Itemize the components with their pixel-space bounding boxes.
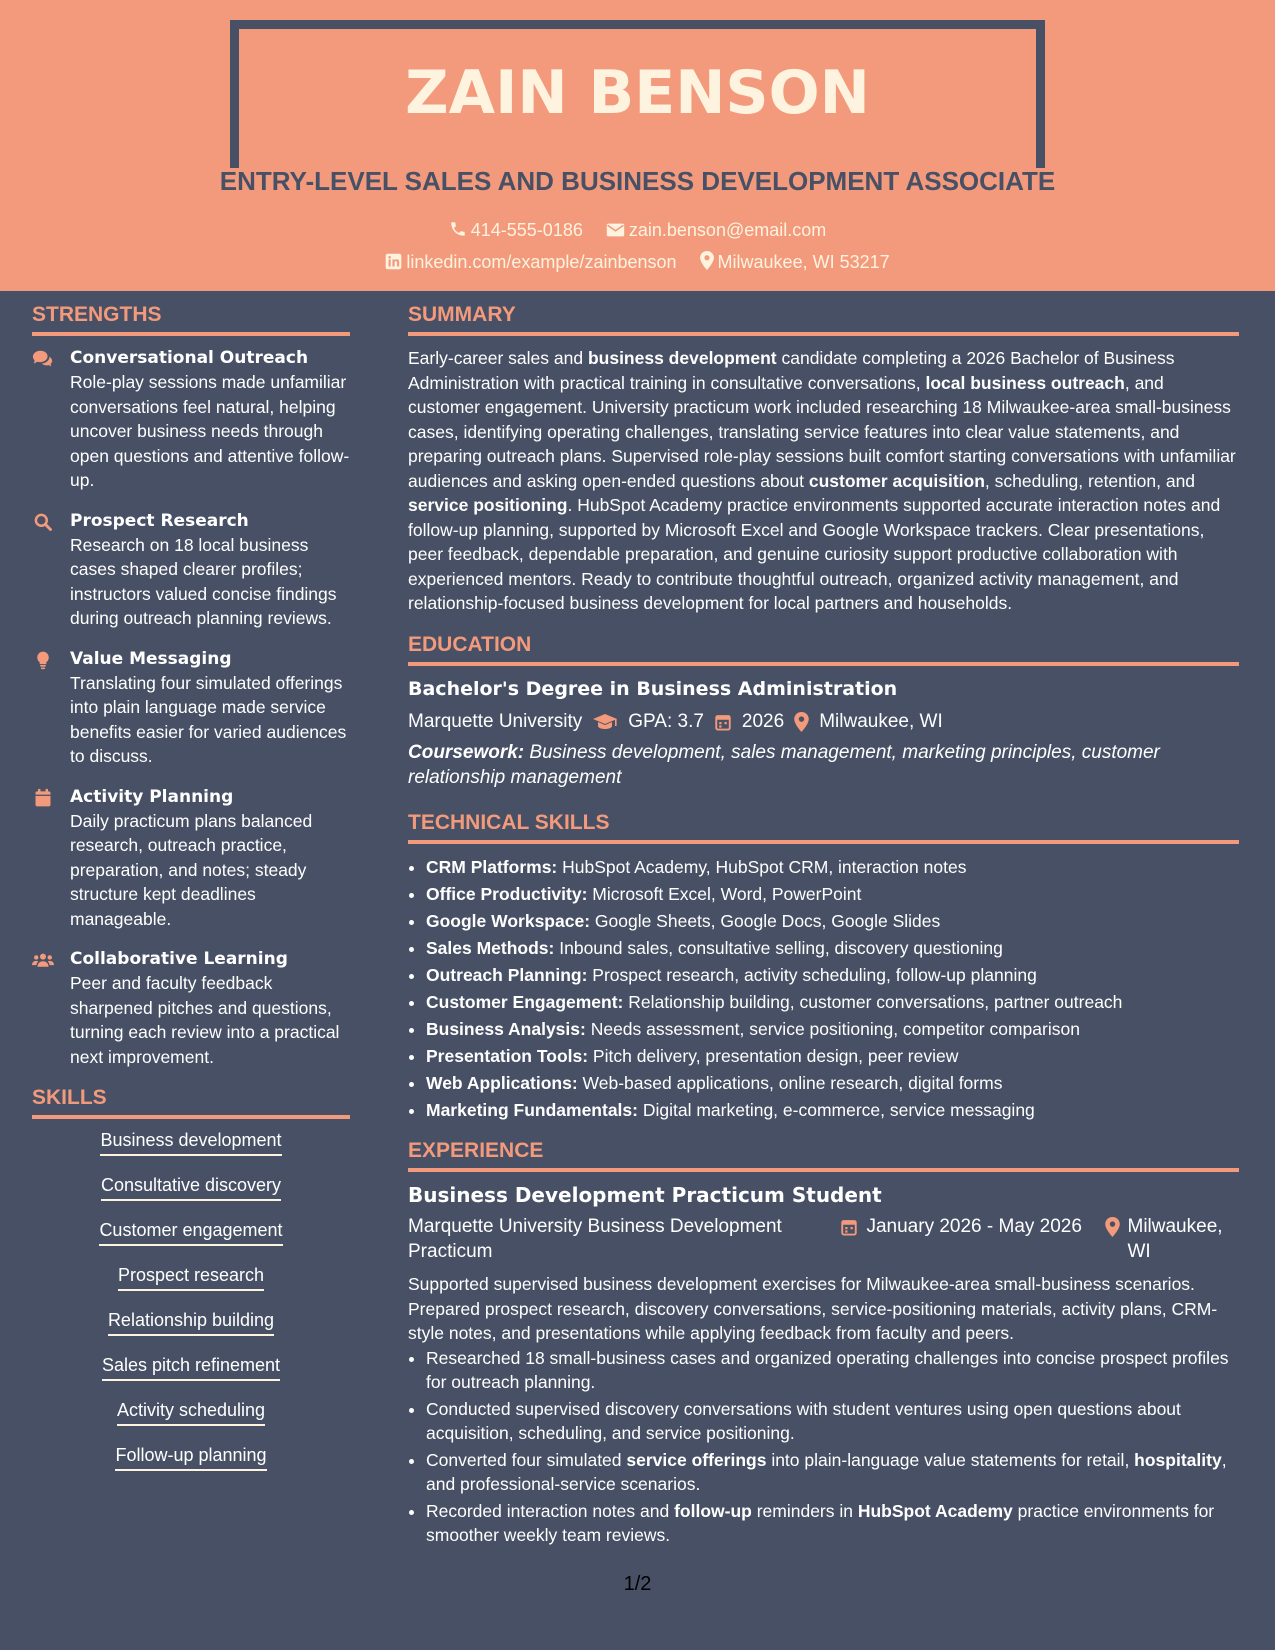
list-item: • Researched 18 small-business cases and organized operating challenges into concise prospect profiles for outreach planning. bbox=[426, 1346, 1239, 1395]
envelope-icon bbox=[606, 222, 625, 238]
calendar-icon bbox=[714, 712, 732, 732]
resume-header bbox=[0, 0, 1275, 291]
list-item: • Recorded interaction notes and follow-up reminders in HubSpot Academy practice environments for smoother weekly team reviews. bbox=[426, 1499, 1239, 1548]
phone-contact bbox=[449, 220, 588, 240]
strength-description: Peer and faculty feedback sharpened pitches and questions, turning each review into a practical next improvement. bbox=[70, 973, 340, 1067]
job-location bbox=[1105, 1214, 1240, 1264]
phone-icon bbox=[449, 220, 467, 238]
strength-title: Collaborative Learning bbox=[70, 949, 288, 970]
strength-item bbox=[32, 346, 350, 493]
calendar-icon bbox=[840, 1217, 858, 1237]
strength-description: Role-play sessions made unfamiliar conversations feel natural, helping uncover business needs through open questions and attentive follow-up. bbox=[70, 372, 350, 491]
job-dates-text: January 2026 - May 2026 bbox=[866, 1216, 1082, 1238]
skill-tag: Prospect research bbox=[118, 1264, 264, 1291]
users-icon bbox=[32, 950, 54, 970]
email-contact[interactable] bbox=[606, 220, 826, 240]
contact-row-2 bbox=[0, 251, 1275, 273]
list-item: • Web Applications: Web-based applications, online research, digital forms bbox=[426, 1070, 1239, 1097]
skills-list bbox=[32, 1129, 350, 1489]
experience-bullets bbox=[408, 1346, 1239, 1548]
list-item: • Conducted supervised discovery conversations with student ventures using open questions about acquisition, scheduling, and service positioning. bbox=[426, 1397, 1239, 1446]
candidate-name: ZAIN BENSON bbox=[405, 58, 870, 128]
school-location: Milwaukee, WI bbox=[819, 710, 943, 732]
experience-meta bbox=[408, 1214, 1239, 1264]
experience-job-title: Business Development Practicum Student bbox=[408, 1183, 882, 1208]
list-item: • Office Productivity: Microsoft Excel, Word, PowerPoint bbox=[426, 881, 1239, 908]
skill-tag: Consultative discovery bbox=[101, 1174, 281, 1201]
strength-item bbox=[32, 947, 350, 1069]
list-item: • Business Analysis: Needs assessment, service positioning, competitor comparison bbox=[426, 1016, 1239, 1043]
education-details bbox=[408, 708, 1239, 736]
phone-text: 414-555-0186 bbox=[470, 220, 583, 240]
technical-skills-heading: TECHNICAL SKILLS bbox=[408, 810, 1239, 844]
degree-title: Bachelor's Degree in Business Administration bbox=[408, 677, 898, 700]
location-text: Milwaukee, WI 53217 bbox=[717, 252, 890, 272]
list-item: • Presentation Tools: Pitch delivery, presentation design, peer review bbox=[426, 1043, 1239, 1070]
search-icon bbox=[32, 512, 54, 532]
coursework: Coursework: Business development, sales management, marketing principles, customer relationship management bbox=[408, 741, 1160, 788]
summary-heading: SUMMARY bbox=[408, 302, 1239, 336]
skill-tag: Customer engagement bbox=[99, 1219, 282, 1246]
strength-description: Daily practicum plans balanced research, outreach practice, preparation, and notes; steady structure kept deadlines manageable. bbox=[70, 810, 313, 929]
linkedin-icon bbox=[385, 253, 402, 270]
linkedin-text: linkedin.com/example/zainbenson bbox=[406, 252, 677, 272]
location-contact bbox=[700, 252, 890, 272]
summary-paragraph: Early-career sales and business development candidate completing a 2026 Bachelor of Business Administration with practical training in consultative conversations, local business outreach, and customer engagement. University practicum work included researching 18 Milwaukee-area small-business cases, identifying operating challenges, translating service features into clear value statements, and preparing outreach plans. Supervised role-play sessions built comfort starting conversations with unfamiliar audiences and asking open-ended questions about customer acquisition, scheduling, retention, and service positioning. HubSpot Academy practice environments supported accurate interaction notes and follow-up planning, supported by Microsoft Excel and Google Workspace trackers. Clear presentations, peer feedback, dependable preparation, and genuine curiosity support productive collaboration with experienced mentors. Ready to contribute thoughtful outreach, organized activity management, and relationship-focused business development for local partners and households. bbox=[408, 348, 1236, 614]
gpa-value: GPA: 3.7 bbox=[628, 710, 704, 732]
strength-title: Conversational Outreach bbox=[70, 348, 309, 369]
map-marker-icon bbox=[700, 251, 714, 270]
technical-skills-list bbox=[408, 854, 1239, 1124]
strength-description: Translating four simulated offerings into plain language made service benefits easier for varied audiences to discuss. bbox=[70, 672, 347, 767]
page-number: 1/2 bbox=[623, 1573, 652, 1595]
map-marker-icon bbox=[794, 712, 809, 732]
graduation-cap-icon bbox=[592, 712, 618, 732]
list-item: • Sales Methods: Inbound sales, consultative selling, discovery questioning bbox=[426, 935, 1239, 962]
strengths-heading: STRENGTHS bbox=[32, 302, 350, 336]
strength-title: Activity Planning bbox=[70, 786, 234, 807]
list-item: • Converted four simulated service offerings into plain-language value statements for retail, hospitality, and professional-service scenarios. bbox=[426, 1448, 1239, 1497]
contact-row-1 bbox=[0, 220, 1275, 241]
list-item: • Marketing Fundamentals: Digital marketing, e-commerce, service messaging bbox=[426, 1097, 1239, 1124]
job-dates bbox=[826, 1214, 1104, 1264]
employer-name: Marquette University Business Development Practicum bbox=[408, 1216, 782, 1263]
list-item: • Google Workspace: Google Sheets, Google Docs, Google Slides bbox=[426, 908, 1239, 935]
email-text: zain.benson@email.com bbox=[628, 220, 827, 240]
left-sidebar bbox=[32, 302, 350, 1489]
education-heading: EDUCATION bbox=[408, 632, 1239, 666]
strength-title: Value Messaging bbox=[70, 648, 232, 669]
job-location-text: Milwaukee, WI bbox=[1127, 1216, 1223, 1263]
strength-title: Prospect Research bbox=[70, 510, 249, 531]
linkedin-contact[interactable] bbox=[385, 252, 681, 272]
strength-item bbox=[32, 509, 350, 631]
skill-tag: Follow-up planning bbox=[115, 1444, 266, 1471]
experience-heading: EXPERIENCE bbox=[408, 1138, 1239, 1172]
skill-tag: Relationship building bbox=[108, 1309, 274, 1336]
school-name: Marquette University bbox=[408, 710, 583, 732]
skills-heading: SKILLS bbox=[32, 1085, 350, 1119]
graduation-year: 2026 bbox=[741, 710, 785, 732]
strength-description: Research on 18 local business cases shaped clearer profiles; instructors valued concise findings during outreach planning reviews. bbox=[70, 534, 337, 629]
list-item: • Customer Engagement: Relationship building, customer conversations, partner outreach bbox=[426, 989, 1239, 1016]
map-marker-icon bbox=[1105, 1217, 1120, 1237]
list-item: • CRM Platforms: HubSpot Academy, HubSpot CRM, interaction notes bbox=[426, 854, 1239, 881]
skill-tag: Activity scheduling bbox=[117, 1399, 265, 1426]
strength-item bbox=[32, 785, 350, 932]
main-column bbox=[408, 302, 1239, 1550]
calendar-icon bbox=[32, 788, 54, 808]
comments-icon bbox=[32, 349, 54, 369]
job-title-headline: ENTRY-LEVEL SALES AND BUSINESS DEVELOPMENT ASSOCIATE bbox=[219, 166, 1056, 196]
strength-item bbox=[32, 647, 350, 769]
skill-tag: Sales pitch refinement bbox=[102, 1354, 280, 1381]
lightbulb-icon bbox=[32, 650, 54, 670]
experience-description: Supported supervised business development exercises for Milwaukee-area small-business scenarios. Prepared prospect research, discovery conversations, service-positioning materials, activity plans, CRM-style notes, and presentations while applying feedback from faculty and peers. bbox=[408, 1274, 1218, 1344]
list-item: • Outreach Planning: Prospect research, activity scheduling, follow-up planning bbox=[426, 962, 1239, 989]
skill-tag: Business development bbox=[100, 1129, 281, 1156]
